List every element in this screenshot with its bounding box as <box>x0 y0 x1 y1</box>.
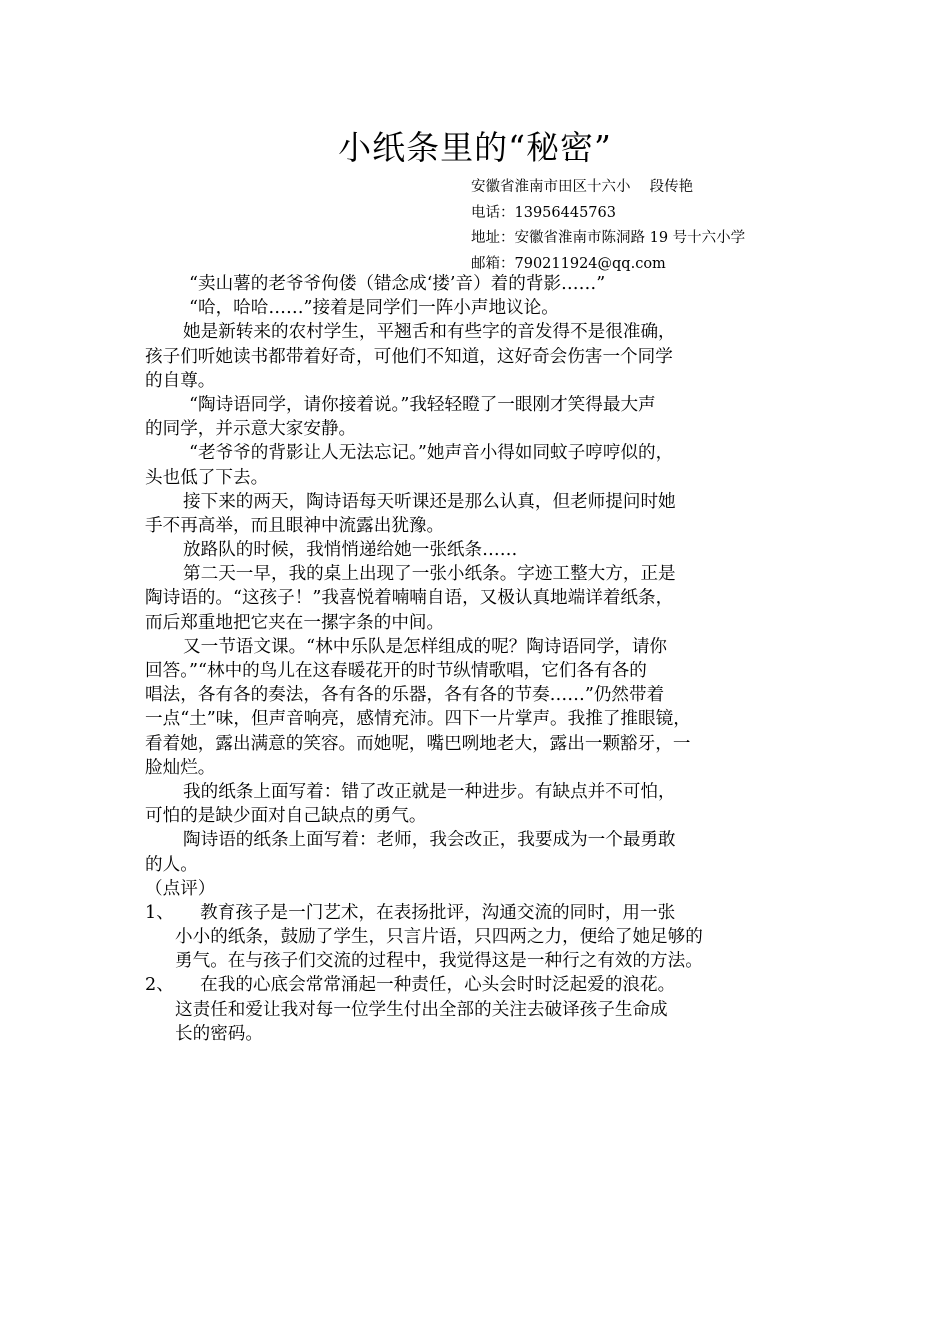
author-info <box>471 175 745 277</box>
body-line: 又一节语文课。“林中乐队是怎样组成的呢？陶诗语同学，请你 <box>183 636 668 657</box>
body-line: 一点“土”味，但声音响亮，感情充沛。四下一片掌声。我推了推眼镜， <box>145 709 691 730</box>
article-body <box>145 272 821 1046</box>
body-line: “哈，哈哈……”接着是同学们一阵小声地议论。 <box>189 298 559 319</box>
body-line: 唱法，各有各的奏法，各有各的乐器，各有各的节奏……”仍然带着 <box>145 685 665 706</box>
body-line: 这责任和爱让我对每一位学生付出全部的关注去破译孩子生命成 <box>175 999 668 1020</box>
body-line: 孩子们听她读书都带着好奇，可他们不知道，这好奇会伤害一个同学 <box>145 346 673 367</box>
body-line: 第二天一早，我的桌上出现了一张小纸条。字迹工整大方，正是 <box>183 564 676 585</box>
body-line: 长的密码。 <box>175 1023 263 1044</box>
body-line: 放路队的时候，我悄悄递给她一张纸条…… <box>183 540 518 561</box>
review-item-2: 2、 在我的心底会常常涌起一种责任，心头会时时泛起爱的浪花。 <box>145 975 676 996</box>
body-line: “陶诗语同学，请你接着说。”我轻轻瞪了一眼刚才笑得最大声 <box>189 394 656 415</box>
body-line: 的同学，并示意大家安静。 <box>145 419 357 440</box>
body-line: 小小的纸条，鼓励了学生，只言片语，只四两之力，便给了她足够的 <box>175 927 703 948</box>
body-line: 我的纸条上面写着：错了改正就是一种进步。有缺点并不可怕， <box>183 781 676 802</box>
body-line: 脸灿烂。 <box>145 757 216 778</box>
body-line: 接下来的两天，陶诗语每天听课还是那么认真，但老师提问时她 <box>183 491 676 512</box>
author-phone: 电话：13956445763 <box>471 204 616 221</box>
body-line: “老爷爷的背影让人无法忘记。”她声音小得如同蚊子哼哼似的， <box>189 443 674 464</box>
document-title: 小纸条里的“秘密” <box>338 128 612 167</box>
author-school: 安徽省淮南市田区十六小 段传艳 <box>471 179 694 195</box>
body-line: 陶诗语的纸条上面写着：老师，我会改正，我要成为一个最勇敢 <box>183 830 676 851</box>
body-line: 的自尊。 <box>145 370 216 391</box>
review-item-1: 1、 教育孩子是一门艺术，在表扬批评，沟通交流的同时，用一张 <box>145 902 676 923</box>
body-line: 看着她，露出满意的笑容。而她呢，嘴巴咧地老大，露出一颗豁牙，一 <box>145 733 691 754</box>
body-line: 而后郑重地把它夹在一摞字条的中间。 <box>145 612 445 633</box>
body-line: 手不再高举，而且眼神中流露出犹豫。 <box>145 515 445 536</box>
body-line: 的人。 <box>145 854 198 875</box>
body-line: 她是新转来的农村学生，平翘舌和有些字的音发得不是很准确， <box>183 322 676 343</box>
body-line: 陶诗语的。“这孩子！”我喜悦着喃喃自语，又极认真地端详着纸条， <box>145 588 674 609</box>
author-email: 邮箱：790211924@qq.com <box>471 255 666 272</box>
review-heading: （点评） <box>145 878 216 899</box>
author-address: 地址：安徽省淮南市陈洞路 19 号十六小学 <box>471 230 746 246</box>
body-line: 头也低了下去。 <box>145 467 269 488</box>
body-line: 勇气。在与孩子们交流的过程中，我觉得这是一种行之有效的方法。 <box>175 951 703 972</box>
body-line: 回答。”“林中的鸟儿在这春暖花开的时节纵情歌唱，它们各有各的 <box>145 661 647 681</box>
body-line: “卖山薯的老爷爷佝偻（错念成‘搂’音）着的背影……” <box>189 274 606 294</box>
body-line: 可怕的是缺少面对自己缺点的勇气。 <box>145 806 427 827</box>
